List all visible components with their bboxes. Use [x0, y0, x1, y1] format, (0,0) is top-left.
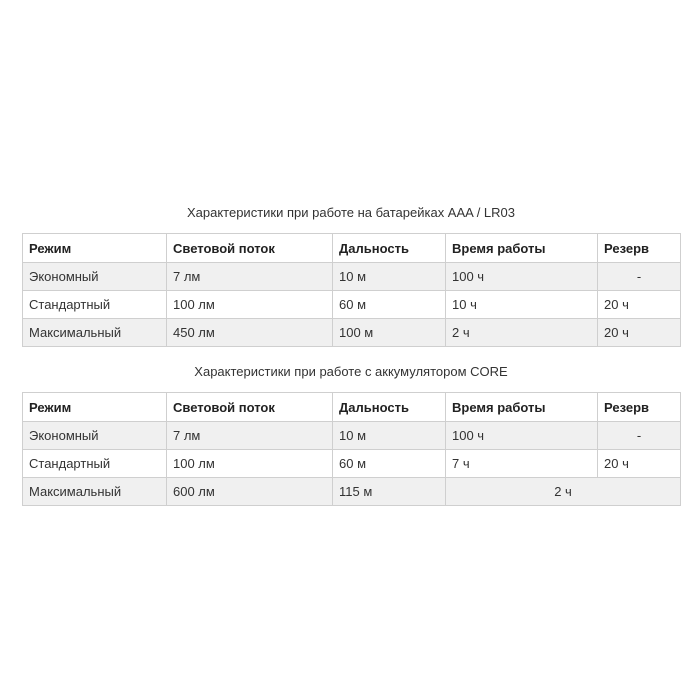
cell-luminous-flux: 100 лм — [167, 291, 333, 319]
cell-runtime: 100 ч — [446, 422, 598, 450]
header-range: Дальность — [333, 393, 446, 422]
cell-reserve: 20 ч — [598, 291, 681, 319]
cell-reserve: - — [598, 263, 681, 291]
cell-mode: Максимальный — [23, 319, 167, 347]
header-runtime: Время работы — [446, 393, 598, 422]
cell-runtime: 7 ч — [446, 450, 598, 478]
header-luminous-flux: Световой поток — [167, 393, 333, 422]
cell-runtime: 100 ч — [446, 263, 598, 291]
table-header-row — [23, 234, 681, 263]
cell-runtime-merged: 2 ч — [446, 478, 681, 506]
cell-range: 10 м — [333, 422, 446, 450]
table1-caption: Характеристики при работе на батарейках AAA / LR03 — [186, 205, 516, 220]
header-mode: Режим — [23, 234, 167, 263]
table-row — [23, 478, 681, 506]
cell-range: 60 м — [333, 450, 446, 478]
header-reserve: Резерв — [598, 393, 681, 422]
cell-runtime: 10 ч — [446, 291, 598, 319]
table2-caption: Характеристики при работе с аккумулятором CORE — [194, 364, 508, 379]
cell-luminous-flux: 600 лм — [167, 478, 333, 506]
cell-range: 60 м — [333, 291, 446, 319]
cell-runtime: 2 ч — [446, 319, 598, 347]
table-row — [23, 319, 681, 347]
table-row — [23, 291, 681, 319]
cell-reserve: - — [598, 422, 681, 450]
cell-range: 100 м — [333, 319, 446, 347]
cell-mode: Стандартный — [23, 291, 167, 319]
header-range: Дальность — [333, 234, 446, 263]
cell-range: 10 м — [333, 263, 446, 291]
cell-reserve: 20 ч — [598, 450, 681, 478]
cell-luminous-flux: 450 лм — [167, 319, 333, 347]
cell-mode: Экономный — [23, 422, 167, 450]
header-reserve: Резерв — [598, 234, 681, 263]
specs-table-batteries — [22, 233, 681, 347]
header-runtime: Время работы — [446, 234, 598, 263]
table-row — [23, 450, 681, 478]
cell-mode: Максимальный — [23, 478, 167, 506]
cell-mode: Экономный — [23, 263, 167, 291]
cell-range: 115 м — [333, 478, 446, 506]
specs-table-accumulator — [22, 392, 681, 506]
cell-luminous-flux: 7 лм — [167, 422, 333, 450]
cell-reserve: 20 ч — [598, 319, 681, 347]
table-row — [23, 263, 681, 291]
cell-mode: Стандартный — [23, 450, 167, 478]
header-luminous-flux: Световой поток — [167, 234, 333, 263]
table-row — [23, 422, 681, 450]
table-header-row — [23, 393, 681, 422]
cell-luminous-flux: 100 лм — [167, 450, 333, 478]
header-mode: Режим — [23, 393, 167, 422]
cell-luminous-flux: 7 лм — [167, 263, 333, 291]
